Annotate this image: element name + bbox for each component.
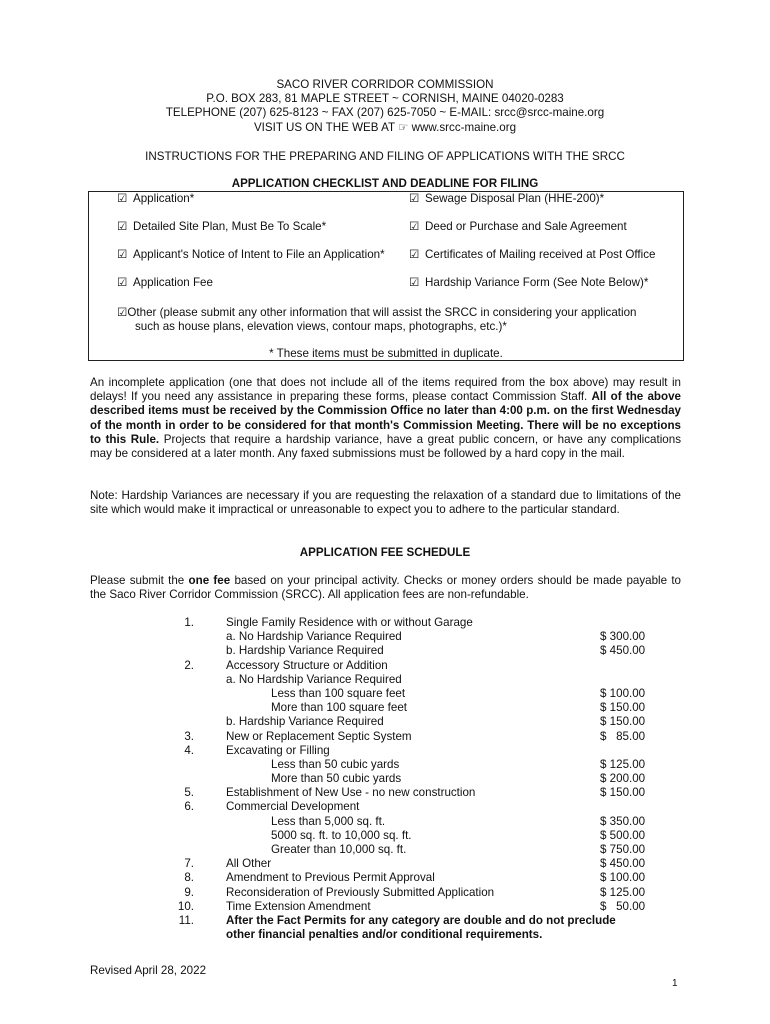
fee-row xyxy=(0,758,770,772)
fee-item-amount: $ 350.00 xyxy=(600,814,646,828)
instructions-title: INSTRUCTIONS FOR THE PREPARING AND FILING OF APPLICATIONS WITH THE SRCC xyxy=(145,150,625,163)
checklist-title: APPLICATION CHECKLIST AND DEADLINE FOR FILING xyxy=(231,177,539,190)
deadline-rule: All of the above described items must be received by the Commission Office no later than 4:00 p.m. on the first Wednesday of the month in order to be considered for that month's Commission Meeting. There will be no exceptions to this Rule. xyxy=(90,390,681,446)
fee-item-description: Less than 50 cubic yards xyxy=(271,757,400,771)
fee-row xyxy=(0,616,770,630)
checkbox-checked-icon: ☑ xyxy=(117,306,128,319)
fee-row xyxy=(0,829,770,843)
fee-row xyxy=(0,900,770,914)
checklist-item-label: Hardship Variance Form (See Note Below)* xyxy=(425,276,649,289)
fee-item-description: Accessory Structure or Addition xyxy=(226,658,388,672)
fee-row xyxy=(0,644,770,658)
fee-item-description: Less than 100 square feet xyxy=(271,686,406,700)
fee-intro xyxy=(90,574,681,602)
fee-item-description: Amendment to Previous Permit Approval xyxy=(226,871,435,885)
fee-item-description: Establishment of New Use - no new construction xyxy=(226,786,476,800)
fee-item-description: More than 100 square feet xyxy=(271,701,407,715)
letterhead xyxy=(0,78,770,135)
fee-item-amount: $ 150.00 xyxy=(600,715,646,729)
org-address: P.O. BOX 283, 81 MAPLE STREET ~ CORNISH, MAINE 04020-0283 xyxy=(206,92,564,106)
checkbox-checked-icon: ☑ xyxy=(117,192,128,205)
fee-item-description: Reconsideration of Previously Submitted Application xyxy=(226,885,495,899)
fee-item-description: Commercial Development xyxy=(226,800,360,814)
fee-item-description: Less than 5,000 sq. ft. xyxy=(271,814,386,828)
fee-row xyxy=(0,659,770,673)
fee-item-number: 3. xyxy=(184,729,194,743)
fee-item-amount: $ 85.00 xyxy=(600,729,646,743)
fee-item-number: 1. xyxy=(184,616,194,629)
fee-item-amount: $ 500.00 xyxy=(600,828,646,842)
fee-item-description: other financial penalties and/or conditional requirements. xyxy=(226,928,543,942)
fee-item-amount: $ 150.00 xyxy=(600,701,646,715)
checklist-item-label: Applicant's Notice of Intent to File an Application* xyxy=(133,248,385,261)
checklist-item-label: Application Fee xyxy=(133,276,213,289)
org-contact: TELEPHONE (207) 625-8123 ~ FAX (207) 625-7050 ~ E-MAIL: srcc@srcc-maine.org xyxy=(165,106,605,120)
checkbox-checked-icon: ☑ xyxy=(409,192,420,205)
org-website: VISIT US ON THE WEB AT ☞ www.srcc-maine.org xyxy=(253,120,517,134)
fee-row xyxy=(0,886,770,900)
checkbox-checked-icon: ☑ xyxy=(409,276,420,289)
fee-item-description: b. Hardship Variance Required xyxy=(226,715,384,729)
fee-row xyxy=(0,815,770,829)
duplicate-note: * These items must be submitted in duplicate. xyxy=(269,347,503,360)
checklist-item xyxy=(117,276,213,290)
checklist-item xyxy=(117,220,326,234)
checklist-item xyxy=(117,192,194,206)
org-name: SACO RIVER CORRIDOR COMMISSION xyxy=(276,78,494,91)
fee-item-description: New or Replacement Septic System xyxy=(226,729,412,743)
fee-row xyxy=(0,914,770,928)
fee-row xyxy=(0,928,770,942)
fee-item-description: After the Fact Permits for any category are double and do not preclude xyxy=(226,913,616,927)
checklist-item xyxy=(409,276,648,290)
checklist-item xyxy=(409,192,604,206)
fee-item-description: a. No Hardship Variance Required xyxy=(226,672,402,686)
fee-item-amount: $ 100.00 xyxy=(600,871,646,885)
fee-row xyxy=(0,871,770,885)
checklist-item xyxy=(409,220,627,234)
fee-item-number: 5. xyxy=(184,786,194,800)
checklist-item xyxy=(409,248,655,262)
fee-intro-text: Please submit the xyxy=(90,574,189,587)
fee-intro-emphasis: one fee xyxy=(188,574,231,587)
fee-item-description: Time Extension Amendment xyxy=(226,899,371,913)
fee-row xyxy=(0,630,770,644)
fee-item-amount: $ 300.00 xyxy=(600,630,646,644)
fee-row xyxy=(0,673,770,687)
checkbox-checked-icon: ☑ xyxy=(117,248,128,261)
checkbox-checked-icon: ☑ xyxy=(409,248,420,261)
revised-date: Revised April 28, 2022 xyxy=(90,964,207,977)
fee-schedule-title: APPLICATION FEE SCHEDULE xyxy=(299,546,471,559)
fee-item-description: a. No Hardship Variance Required xyxy=(226,630,402,644)
fee-item-number: 2. xyxy=(184,658,194,672)
fee-item-number: 9. xyxy=(184,885,194,899)
checklist-item-other xyxy=(117,306,677,334)
fee-item-number: 7. xyxy=(184,857,194,871)
fee-row xyxy=(0,701,770,715)
checkbox-checked-icon: ☑ xyxy=(117,276,128,289)
hardship-note: Note: Hardship Variances are necessary if you are requesting the relaxation of a standard due to limitations of the site which would make it impractical or unreasonable to expect you to adhere to the particular standard. xyxy=(90,489,681,517)
fee-row xyxy=(0,772,770,786)
fee-intro-text-cont: based on your principal activity. Checks or money orders should be made payable to the Saco River Corridor Commission (SRCC). All application fees are non-refundable. xyxy=(90,574,682,602)
checklist-item-label: Other (please submit any other information that will assist the SRCC in considering your application xyxy=(127,306,637,319)
fee-item-description: All Other xyxy=(226,857,272,871)
fee-row xyxy=(0,730,770,744)
fee-item-number: 11. xyxy=(178,913,194,927)
checklist-item-label: such as house plans, elevation views, contour maps, photographs, etc.)* xyxy=(135,320,507,334)
fee-row xyxy=(0,800,770,814)
fee-item-amount: $ 450.00 xyxy=(600,857,646,871)
fee-item-amount: $ 100.00 xyxy=(600,686,646,700)
fee-row xyxy=(0,843,770,857)
fee-row xyxy=(0,857,770,871)
deadline-text: An incomplete application (one that does not include all of the items required from the box above) may result in delays! If you need any assistance in preparing these forms, please contact Commission Staff. xyxy=(90,376,681,404)
fee-item-amount: $ 150.00 xyxy=(600,786,646,800)
checklist-item-label: Application* xyxy=(133,192,195,205)
checklist-box xyxy=(88,191,684,361)
fee-item-description: More than 50 cubic yards xyxy=(271,772,402,786)
fee-item-amount: $ 125.00 xyxy=(600,885,646,899)
fee-item-description: Excavating or Filling xyxy=(226,743,330,757)
fee-row xyxy=(0,715,770,729)
page-number: 1 xyxy=(672,978,678,989)
fee-item-description: b. Hardship Variance Required xyxy=(226,644,384,658)
fee-item-number: 4. xyxy=(184,743,194,757)
fee-item-amount: $ 125.00 xyxy=(600,757,646,771)
checklist-item-label: Sewage Disposal Plan (HHE-200)* xyxy=(425,192,605,205)
fee-row xyxy=(0,687,770,701)
fee-table xyxy=(0,616,770,942)
checkbox-checked-icon: ☑ xyxy=(409,220,420,233)
fee-item-amount: $ 50.00 xyxy=(600,899,646,913)
fee-row xyxy=(0,786,770,800)
fee-item-number: 8. xyxy=(184,871,194,885)
checklist-item-label: Certificates of Mailing received at Post Office xyxy=(425,248,656,261)
fee-item-amount: $ 750.00 xyxy=(600,843,646,856)
fee-item-description: Greater than 10,000 sq. ft. xyxy=(271,843,407,856)
deadline-paragraph xyxy=(90,376,681,461)
fee-item-amount: $ 200.00 xyxy=(600,772,646,786)
fee-item-number: 10. xyxy=(177,899,194,913)
deadline-text-cont: Projects that require a hardship variance, have a great public concern, or have any complications may be considered at a later month. Any faxed submissions must be followed by a hard copy in the mail. xyxy=(90,432,681,461)
fee-item-description: Single Family Residence with or without Garage xyxy=(226,616,473,629)
checklist-item-label: Detailed Site Plan, Must Be To Scale* xyxy=(133,220,327,233)
checkbox-checked-icon: ☑ xyxy=(117,220,128,233)
fee-item-description: 5000 sq. ft. to 10,000 sq. ft. xyxy=(271,828,412,842)
checklist-item xyxy=(117,248,385,262)
fee-row xyxy=(0,744,770,758)
checklist-item-label: Deed or Purchase and Sale Agreement xyxy=(425,220,627,233)
fee-item-amount: $ 450.00 xyxy=(600,644,646,658)
fee-item-number: 6. xyxy=(184,800,194,814)
